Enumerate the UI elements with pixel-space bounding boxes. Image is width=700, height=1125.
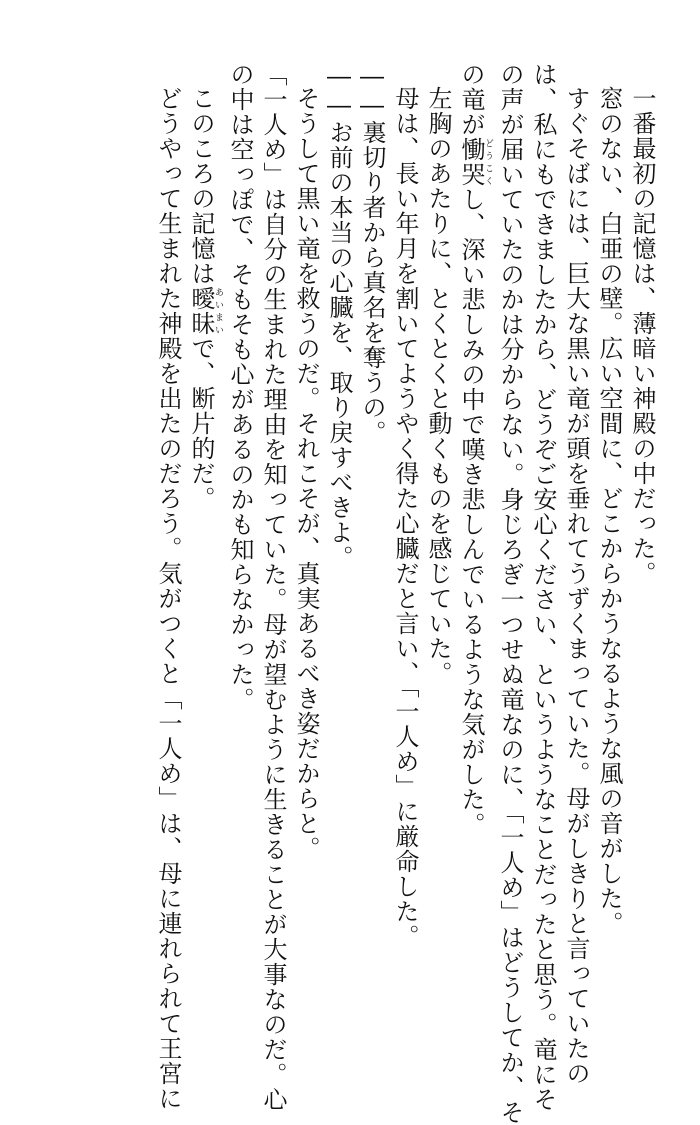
ruby-aimai-base: 曖昧 xyxy=(187,286,215,336)
text-line-6-end: 深い悲しみの中で嘆き悲しんでいるような気がした。 xyxy=(457,237,485,837)
ruby-aimai xyxy=(187,286,223,336)
ruby-doukoku-base: 慟哭 xyxy=(457,137,485,187)
text-line-12: 「一人め」は自分の生まれた理由を知っていた。母が望むように生きることが大事なのだ。心 xyxy=(259,62,287,1112)
text-line-4: は、私にもできましたから、どうぞご安心ください、というようなことだったと思う。竜にそ xyxy=(529,62,557,1112)
text-line-13: の中は空っぽで、そもそも心があるのかも知らなかった。 xyxy=(226,62,254,712)
text-line-14 xyxy=(184,62,223,987)
text-line-15: どうやって生まれた神殿を出たのだろう。気がつくと「一人め」は、母に連れられて王宮に xyxy=(154,86,182,1111)
text-line-6 xyxy=(454,62,493,987)
text-line-11: そうして黒い竜を救うのだ。それこそが、真実あるべき姿だからと。 xyxy=(292,86,320,861)
text-line-14-end: で、断片的だ。 xyxy=(187,336,215,511)
text-line-2: 窓のない、白亜の壁。広い空間に、どこからかうなるような風の音がした。 xyxy=(595,86,623,936)
ruby-doukoku xyxy=(457,137,493,187)
text-line-9: ――裏切り者から真名を奪うの。 xyxy=(358,62,386,445)
text-line-5: の声が届いていたのかは分からない。身じろぎ一つせぬ竜なのに、「一人め」はどうしてか、そ xyxy=(496,62,524,1125)
vertical-text-body xyxy=(151,62,658,1125)
text-line-8: 母は、長い年月を割いてようやく得た心臓だと言い、「一人め」に厳命した。 xyxy=(391,86,419,949)
text-line-6-comma: し、 xyxy=(457,187,485,237)
ruby-aimai-reading: あいまい xyxy=(213,286,223,336)
text-line-3: すぐそばには、巨大な黒い竜が頭を垂れてうずくまっていた。母がしきりと言っていたの xyxy=(562,86,590,1086)
text-line-14-start: このころの記憶は xyxy=(187,86,215,286)
ruby-doukoku-reading: どうこく xyxy=(483,137,493,187)
text-line-10: ――お前の本当の心臓を、取り戻すべきよ。 xyxy=(325,62,353,570)
text-line-1: 一番最初の記憶は、薄暗い神殿の中だった。 xyxy=(628,86,656,586)
text-line-7: 左胸のあたりに、とくとくと動くものを感じていた。 xyxy=(424,86,452,686)
text-line-6-start: の竜が xyxy=(457,62,485,137)
